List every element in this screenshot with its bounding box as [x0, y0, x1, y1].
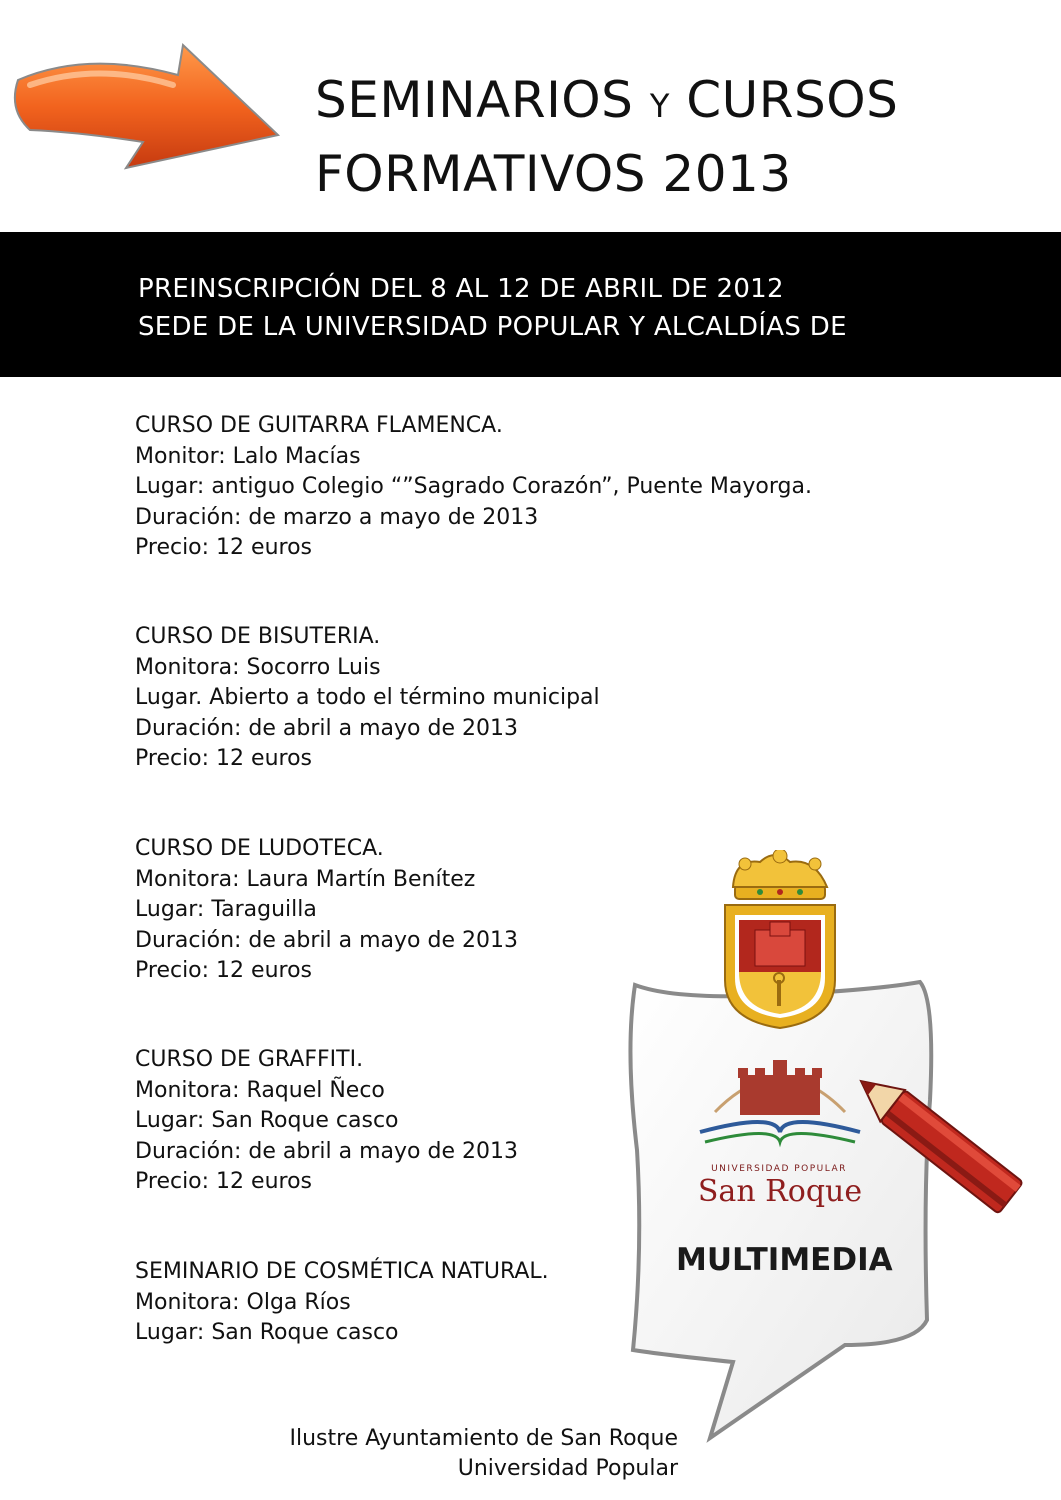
- course-name: CURSO DE LUDOTECA.: [135, 836, 384, 861]
- course-monitor: Monitor: Lalo Macías: [135, 443, 361, 469]
- title-word-cursos: CURSOS: [686, 71, 899, 129]
- title-line-1: [315, 66, 898, 140]
- up-name: San Roque: [697, 1174, 863, 1209]
- course-duration: Duración: de abril a mayo de 2013: [135, 927, 518, 953]
- red-pencil-icon: [838, 1050, 1038, 1240]
- course-name: CURSO DE GRAFFITI.: [135, 1047, 364, 1072]
- course-price: Precio: 12 euros: [135, 958, 312, 983]
- course-price: Precio: 12 euros: [135, 746, 312, 771]
- up-label: UNIVERSIDAD POPULAR: [711, 1164, 847, 1174]
- seminar-cosmetica: [135, 1257, 549, 1349]
- course-graffiti: [135, 1045, 518, 1198]
- multimedia-logo: MULTIMEDIA: [676, 1242, 893, 1278]
- crown-icon: [733, 850, 827, 899]
- title-line-2: FORMATIVOS 2013: [315, 145, 792, 203]
- course-place: Lugar: San Roque casco: [135, 1108, 399, 1133]
- footer-line-2: Universidad Popular: [457, 1456, 678, 1481]
- course-ludoteca: [135, 834, 518, 987]
- course-place: Lugar: Taraguilla: [135, 897, 317, 922]
- course-price: Precio: 12 euros: [135, 535, 312, 560]
- banner-line-1: PREINSCRIPCIÓN DEL 8 AL 12 DE ABRIL DE 2012: [138, 274, 784, 304]
- course-monitor: Monitora: Laura Martín Benítez: [135, 866, 476, 892]
- title-word-y: Y: [649, 87, 670, 125]
- coat-of-arms-icon: [725, 905, 835, 1028]
- footer-line-1: Ilustre Ayuntamiento de San Roque: [289, 1426, 678, 1451]
- course-price: Precio: 12 euros: [135, 1169, 312, 1194]
- course-place: Lugar. Abierto a todo el término municipal: [135, 685, 600, 710]
- course-bisuteria: [135, 622, 600, 775]
- course-duration: Duración: de marzo a mayo de 2013: [135, 504, 539, 530]
- course-name: CURSO DE GUITARRA FLAMENCA.: [135, 413, 503, 438]
- banner-line-2: SEDE DE LA UNIVERSIDAD POPULAR Y ALCALDÍAS DE: [138, 312, 847, 342]
- registration-banner: [0, 232, 1061, 377]
- course-duration: Duración: de abril a mayo de 2013: [135, 1138, 518, 1164]
- course-name: CURSO DE BISUTERIA.: [135, 624, 381, 649]
- page-title: [315, 66, 898, 208]
- course-monitor: Monitora: Olga Ríos: [135, 1289, 351, 1315]
- course-duration: Duración: de abril a mayo de 2013: [135, 715, 518, 741]
- course-monitor: Monitora: Socorro Luis: [135, 654, 381, 680]
- course-monitor: Monitora: Raquel Ñeco: [135, 1077, 385, 1103]
- course-place: Lugar: San Roque casco: [135, 1320, 399, 1345]
- orange-arrow-icon: [8, 40, 283, 175]
- course-guitarra: [135, 411, 812, 564]
- course-place: Lugar: antiguo Colegio “”Sagrado Corazón”, Puente Mayorga.: [135, 474, 812, 499]
- course-name: SEMINARIO DE COSMÉTICA NATURAL.: [135, 1259, 549, 1284]
- title-word-seminarios: SEMINARIOS: [315, 71, 634, 129]
